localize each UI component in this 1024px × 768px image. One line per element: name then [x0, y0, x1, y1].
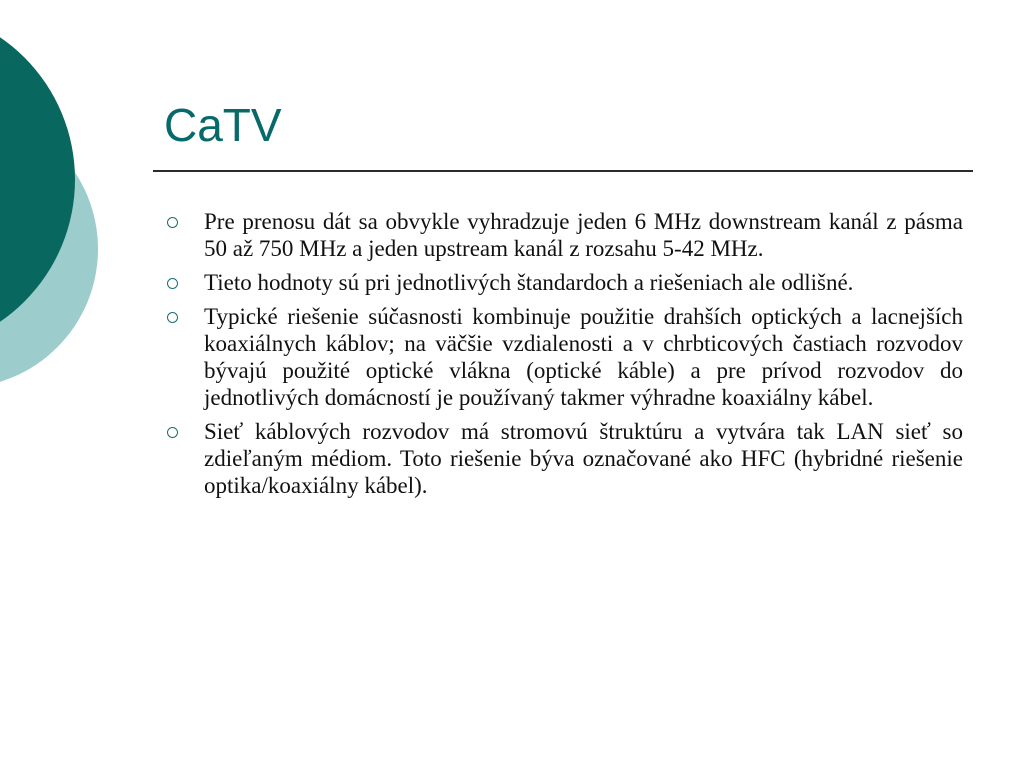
hollow-circle-icon [167, 312, 178, 323]
bullet-text: Pre prenosu dát sa obvykle vyhradzuje jeden 6 MHz downstream kanál z pásma 50 až 750 MHz a jeden upstream kanál z rozsahu 5-42 MHz. [204, 209, 963, 261]
slide-title: CaTV [164, 99, 282, 151]
hollow-circle-icon [167, 427, 178, 438]
bullet-item [163, 269, 963, 296]
bullet-text: Sieť káblových rozvodov má stromovú štruktúru a vytvára tak LAN sieť so zdieľaným médiom. Toto riešenie býva označované ako HFC (hybridné riešenie optika/koaxiálny kábel). [204, 419, 963, 498]
bullet-text: Tieto hodnoty sú pri jednotlivých štandardoch a riešeniach ale odlišné. [204, 270, 854, 295]
bullet-list [163, 208, 963, 506]
bullet-text: Typické riešenie súčasnosti kombinuje použitie drahších optických a lacnejších koaxiálnych káblov; na väčšie vzdialenosti a v chrbticových častiach rozvodov bývajú použité optické vlákna (optické káble) a pre prívod rozvodov do jednotlivých domácností je používaný takmer výhradne koaxiálny kábel. [204, 304, 963, 410]
bullet-item [163, 303, 963, 411]
bullet-item [163, 418, 963, 499]
bullet-item [163, 208, 963, 262]
title-divider [153, 170, 973, 172]
hollow-circle-icon [167, 278, 178, 289]
hollow-circle-icon [167, 217, 178, 228]
